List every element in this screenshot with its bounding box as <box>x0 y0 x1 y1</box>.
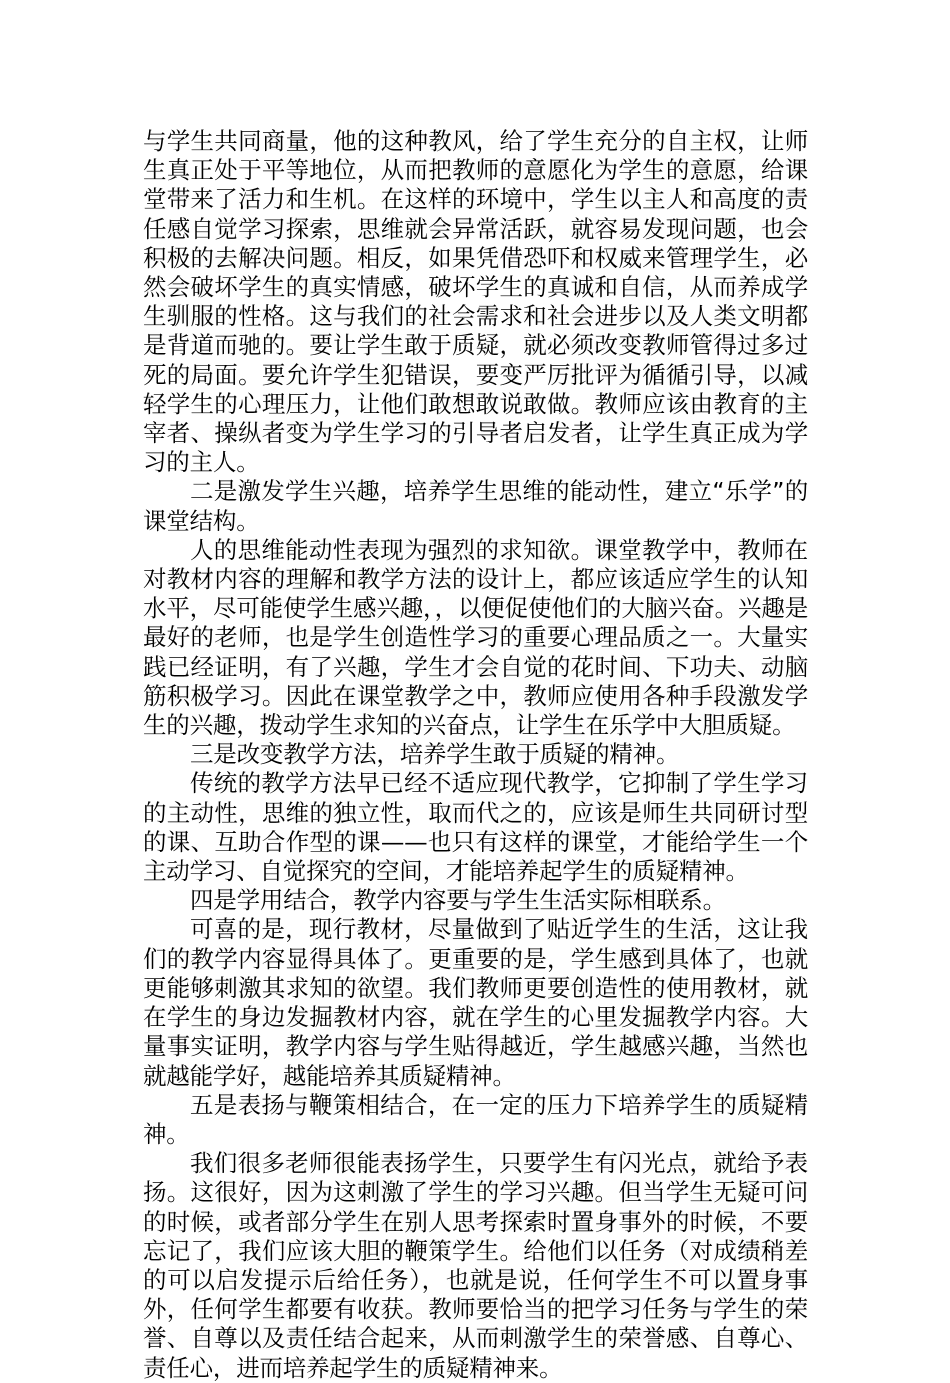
paragraph-interest: 人的思维能动性表现为强烈的求知欲。课堂教学中，教师在对教材内容的理解和教学方法的设计上，都应该适应学生的认知水平，尽可能使学生感兴趣，，以便促使他们的大脑兴奋。兴趣是最好的老师，也是学生创造性学习的重要心理品质之一。大量实践已经证明，有了兴趣，学生才会自觉的花时间、下功夫、动脑筋积极学习。因此在课堂教学之中，教师应使用各种手段激发学生的兴趣，拨动学生求知的兴奋点，让学生在乐学中大胆质疑。 <box>143 535 808 740</box>
heading-point-five: 五是表扬与鞭策相结合，在一定的压力下培养学生的质疑精神。 <box>143 1090 808 1148</box>
document-page <box>143 127 808 1383</box>
paragraph-teaching-methods: 传统的教学方法早已经不适应现代教学，它抑制了学生学习的主动性，思维的独立性，取而代之的，应该是师生共同研讨型的课、互助合作型的课——也只有这样的课堂，才能给学生一个主动学习、自觉探究的空间，才能培养起学生的质疑精神。 <box>143 769 808 886</box>
paragraph-textbook: 可喜的是，现行教材，尽量做到了贴近学生的生活，这让我们的教学内容显得具体了。更重要的是，学生感到具体了，也就更能够刺激其求知的欲望。我们教师更要创造性的使用教材，就在学生的身边发掘教材内容，就在学生的心里发掘教学内容。大量事实证明，教学内容与学生贴得越近，学生越感兴趣，当然也就越能学好，越能培养其质疑精神。 <box>143 915 808 1090</box>
paragraph-continued: 与学生共同商量，他的这种教风，给了学生充分的自主权，让师生真正处于平等地位，从而把教师的意愿化为学生的意愿，给课堂带来了活力和生机。在这样的环境中，学生以主人和高度的责任感自觉学习探索，思维就会异常活跃，就容易发现问题，也会积极的去解决问题。相反，如果凭借恐吓和权威来管理学生，必然会破坏学生的真实情感，破坏学生的真诚和自信，从而养成学生驯服的性格。这与我们的社会需求和社会进步以及人类文明都是背道而驰的。要让学生敢于质疑，就必须改变教师管得过多过死的局面。要允许学生犯错误，要变严厉批评为循循引导，以减轻学生的心理压力，让他们敢想敢说敢做。教师应该由教育的主宰者、操纵者变为学生学习的引导者启发者，让学生真正成为学习的主人。 <box>143 127 808 477</box>
paragraph-praise-and-spur: 我们很多老师很能表扬学生，只要学生有闪光点，就给予表扬。这很好，因为这刺激了学生的学习兴趣。但当学生无疑可问的时候，或者部分学生在别人思考探索时置身事外的时候，不要忘记了，我们应该大胆的鞭策学生。给他们以任务（对成绩稍差的可以启发提示后给任务），也就是说，任何学生不可以置身事外，任何学生都要有收获。教师要恰当的把学习任务与学生的荣誉、自尊以及责任结合起来，从而刺激学生的荣誉感、自尊心、责任心，进而培养起学生的质疑精神来。 <box>143 1149 808 1382</box>
heading-point-four: 四是学用结合，教学内容要与学生生活实际相联系。 <box>190 886 726 915</box>
heading-point-three: 三是改变教学方法，培养学生敢于质疑的精神。 <box>190 740 680 769</box>
heading-point-two: 二是激发学生兴趣，培养学生思维的能动性，建立“乐学”的课堂结构。 <box>143 477 808 535</box>
